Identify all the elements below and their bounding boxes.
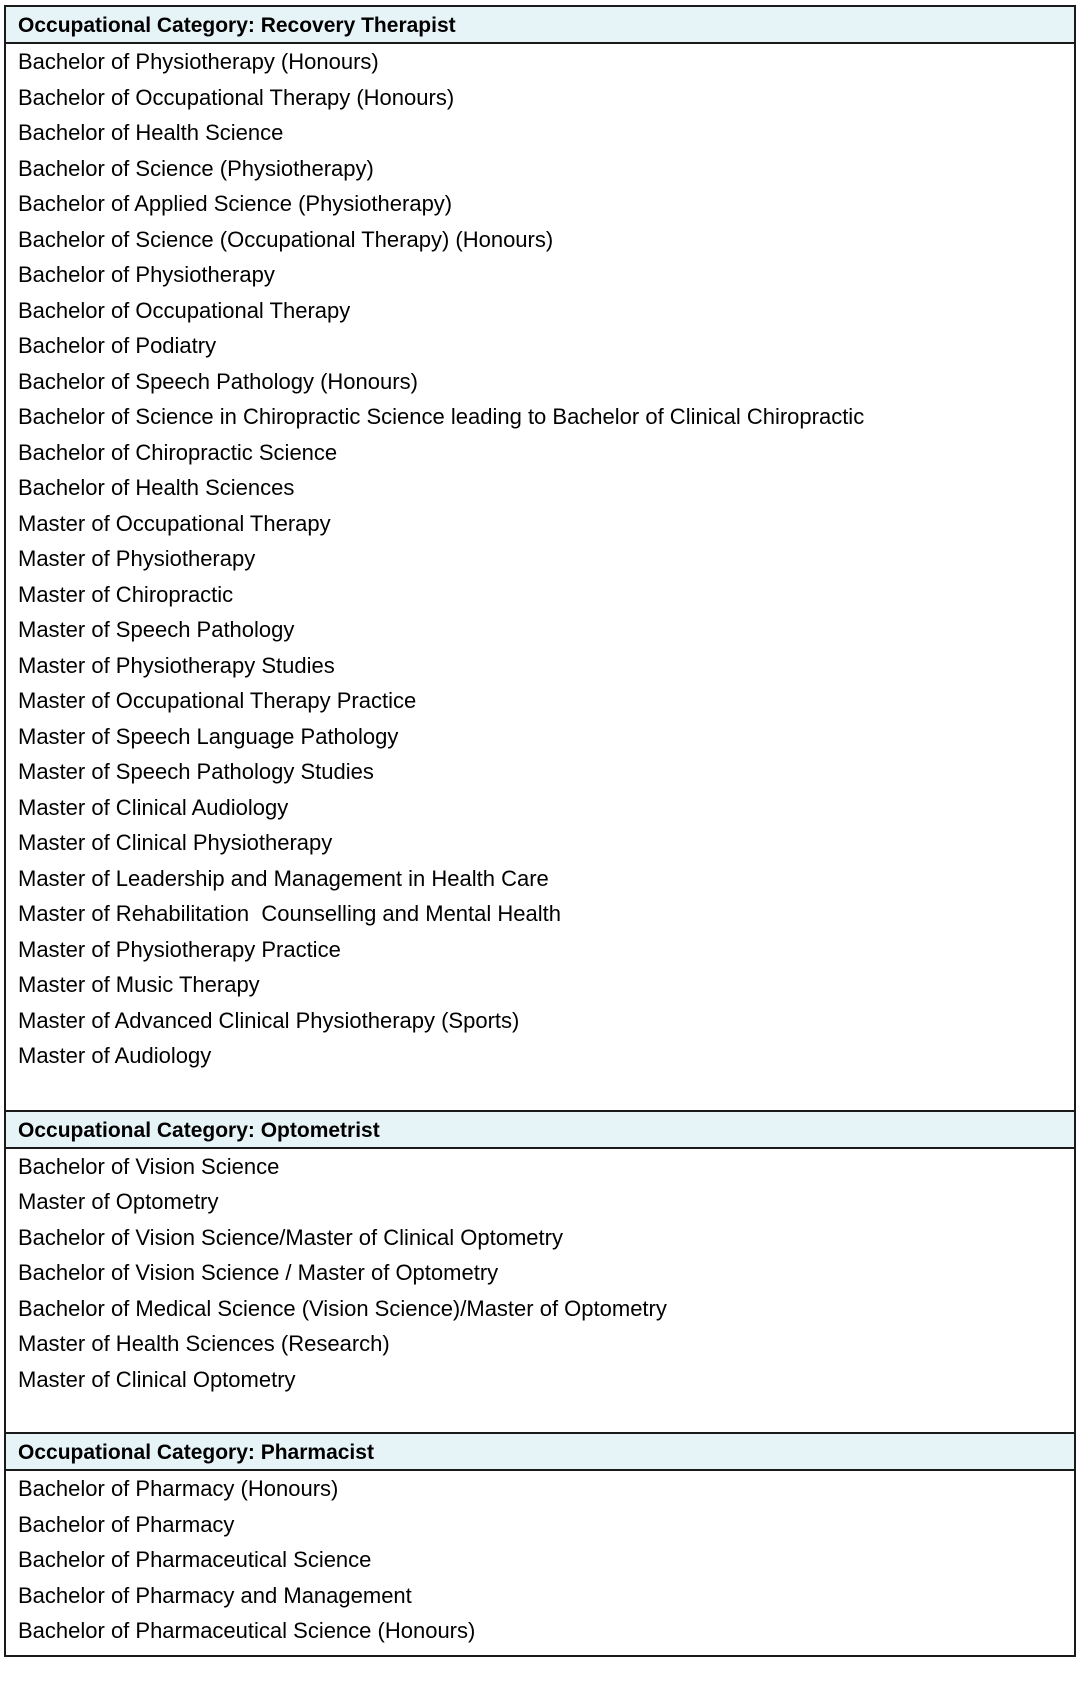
qualification-item: Bachelor of Science in Chiropractic Science leading to Bachelor of Clinical Chiropractic [18,404,865,429]
blank-row [6,1397,1074,1432]
qualification-item: Bachelor of Speech Pathology (Honours) [18,368,418,394]
qualification-item: Bachelor of Pharmaceutical Science (Honours) [18,1618,476,1643]
qualification-item: Master of Physiotherapy [18,546,256,571]
qualification-item: Master of Clinical Optometry [18,1366,296,1392]
qualification-list [6,1149,1074,1433]
blank-row [6,1649,1074,1655]
qualification-item: Bachelor of Pharmacy and Management [18,1582,412,1608]
qualification-item: Bachelor of Podiatry [18,333,217,358]
section-pharmacist [4,1432,1076,1657]
qualification-item: Master of Physiotherapy Practice [18,936,341,962]
qualification-item: Master of Chiropractic [18,581,234,607]
qualification-item: Master of Clinical Physiotherapy [18,830,333,855]
qualification-item: Bachelor of Occupational Therapy [18,297,351,323]
qualification-item: Bachelor of Chiropractic Science [18,439,338,465]
qualification-item: Bachelor of Science (Physiotherapy) [18,155,374,181]
category-header: Occupational Category: Recovery Therapist [6,7,1074,44]
category-header: Occupational Category: Optometrist [6,1112,1074,1149]
qualification-list [6,44,1074,1110]
qualification-item: Bachelor of Health Science [18,120,284,145]
qualification-item: Master of Occupational Therapy [18,510,331,536]
category-header: Occupational Category: Pharmacist [6,1434,1074,1471]
qualification-item: Master of Speech Pathology [18,617,295,642]
qualification-item: Bachelor of Vision Science/Master of Clinical Optometry [18,1224,563,1250]
blank-row [6,1074,1074,1110]
qualifications-table [4,5,1076,1657]
section-recovery-therapist [4,5,1076,1110]
qualification-item: Bachelor of Applied Science (Physiotherapy) [18,191,453,216]
qualification-item: Master of Rehabilitation Counselling and Mental Health [18,901,561,926]
qualification-item: Bachelor of Physiotherapy (Honours) [18,49,379,74]
qualification-item: Master of Music Therapy [18,972,260,997]
qualification-item: Bachelor of Science (Occupational Therapy) (Honours) [18,226,554,252]
qualification-item: Bachelor of Occupational Therapy (Honours) [18,84,455,110]
qualification-item: Bachelor of Pharmacy [18,1511,235,1537]
qualification-item: Master of Speech Pathology Studies [18,759,374,784]
qualification-list [6,1471,1074,1655]
qualification-item: Master of Speech Language Pathology [18,723,399,749]
qualification-item: Bachelor of Pharmacy (Honours) [18,1476,339,1501]
qualification-item: Bachelor of Physiotherapy [18,262,275,287]
qualification-item: Bachelor of Vision Science / Master of Optometry [18,1260,499,1285]
qualification-item: Bachelor of Vision Science [18,1153,280,1179]
qualification-item: Bachelor of Health Sciences [18,475,295,500]
qualification-item: Master of Health Sciences (Research) [18,1331,390,1356]
qualification-item: Master of Advanced Clinical Physiotherapy (Sports) [18,1007,520,1033]
qualification-item: Master of Leadership and Management in Health Care [18,865,549,891]
section-optometrist [4,1110,1076,1433]
qualification-item: Bachelor of Medical Science (Vision Science)/Master of Optometry [18,1295,667,1321]
qualification-item: Master of Audiology [18,1043,212,1068]
qualification-item: Master of Physiotherapy Studies [18,652,335,678]
qualification-item: Master of Clinical Audiology [18,794,289,820]
qualification-item: Master of Occupational Therapy Practice [18,688,417,713]
qualification-item: Master of Optometry [18,1189,219,1214]
qualification-item: Bachelor of Pharmaceutical Science [18,1547,372,1572]
